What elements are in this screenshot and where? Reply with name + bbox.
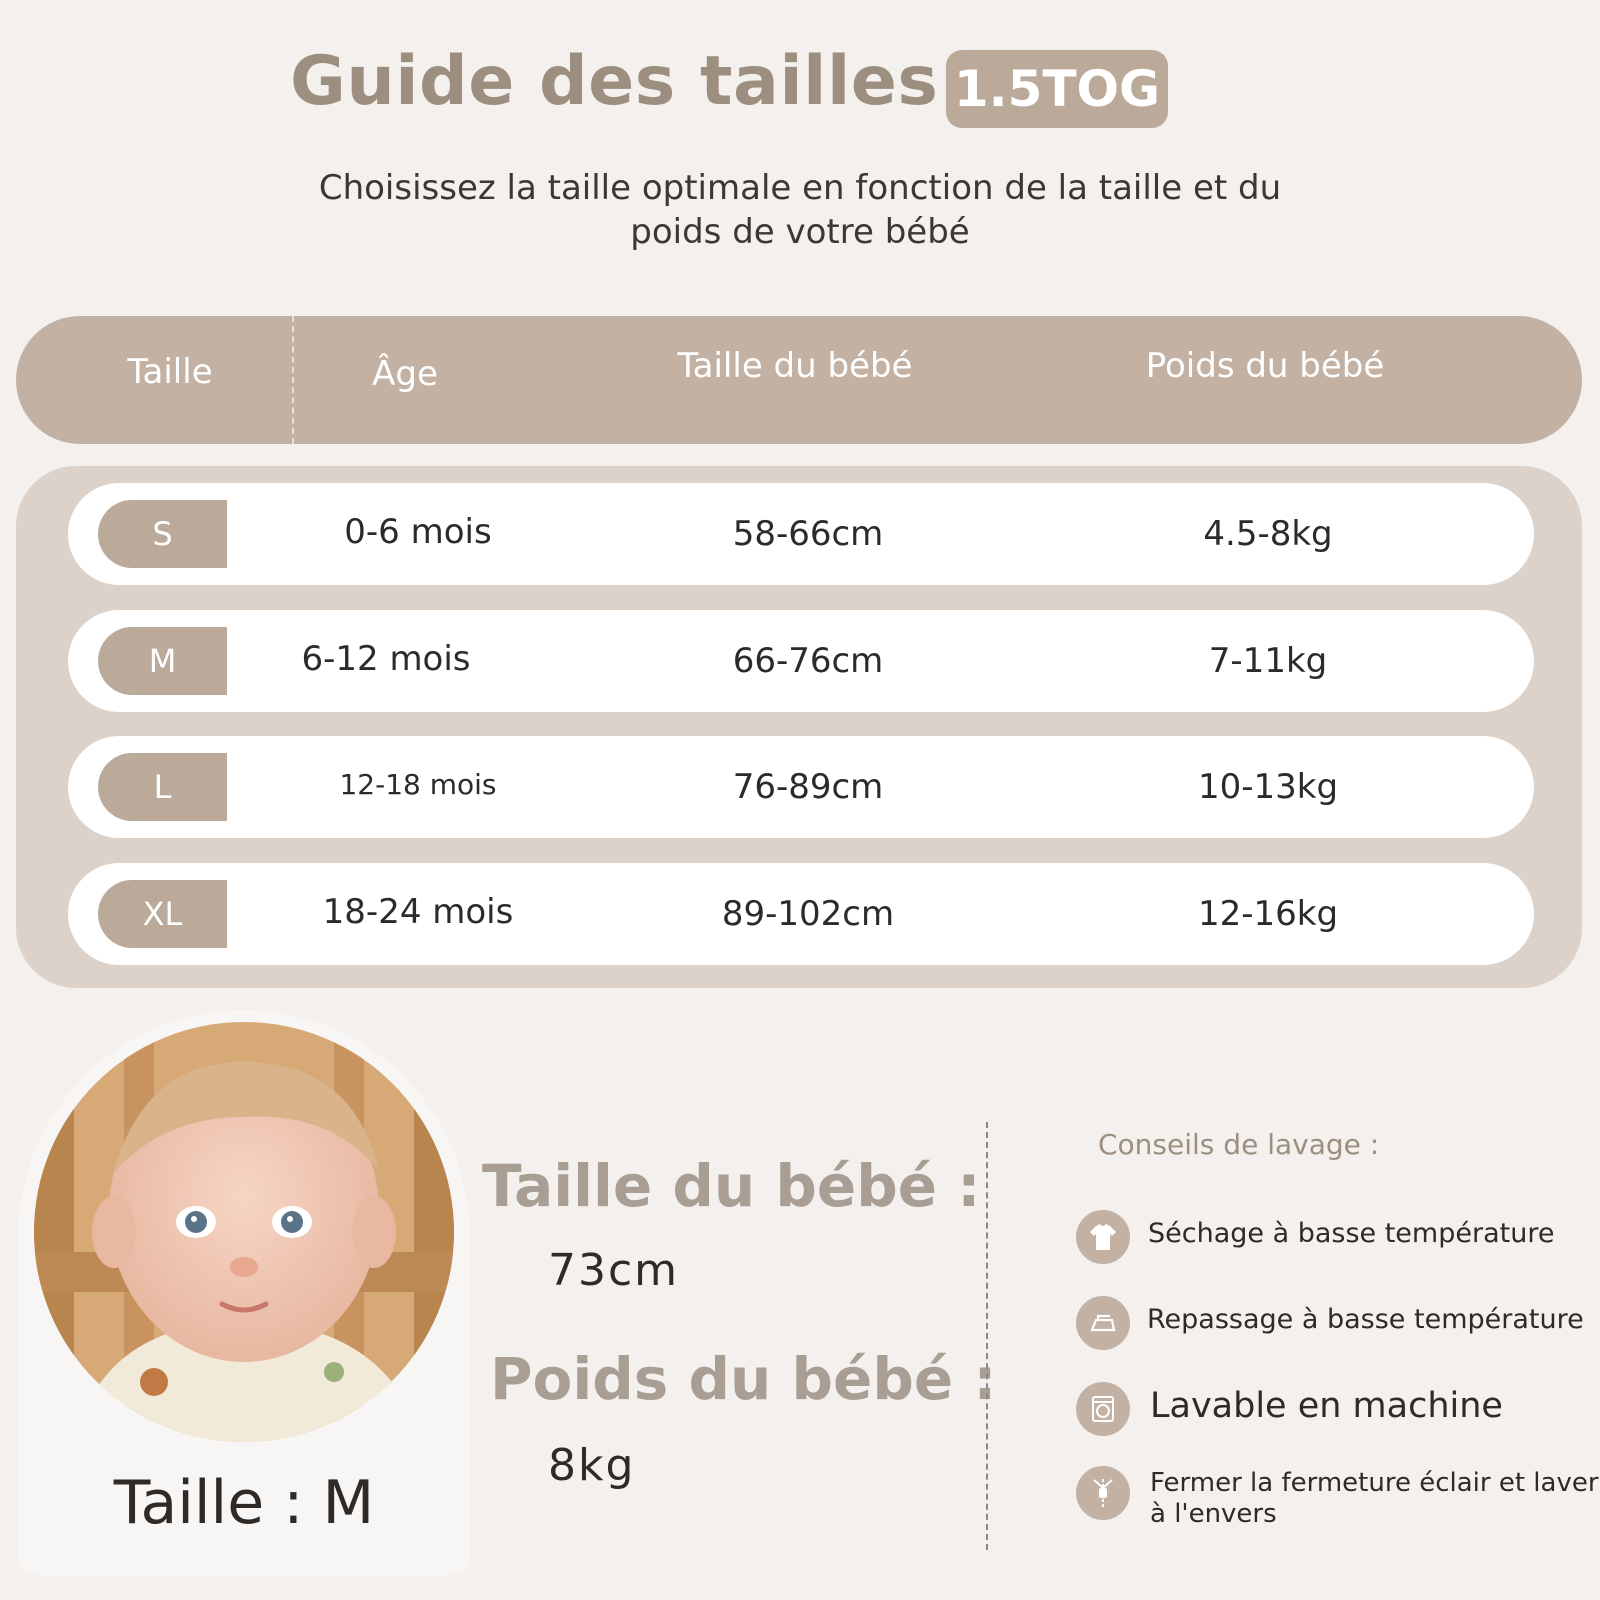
washing-title: Conseils de lavage : xyxy=(1098,1128,1380,1161)
example-height-value: 73cm xyxy=(548,1245,680,1296)
example-height-label: Taille du bébé : xyxy=(482,1152,981,1220)
size-chip: M xyxy=(98,627,227,695)
column-header-baby-height: Taille du bébé xyxy=(677,346,913,386)
section-divider xyxy=(986,1122,988,1550)
washing-item-line-1: Fermer la fermeture éclair et laver xyxy=(1150,1468,1599,1498)
age-cell: 12-18 mois xyxy=(339,768,497,801)
table-header-divider xyxy=(292,316,294,444)
example-size-label: Taille : M xyxy=(113,1468,375,1538)
age-cell: 18-24 mois xyxy=(322,892,514,932)
column-header-age: Âge xyxy=(372,354,438,394)
weight-cell: 12-16kg xyxy=(1197,894,1339,934)
age-cell: 6-12 mois xyxy=(301,639,471,679)
zipper-icon xyxy=(1076,1466,1130,1520)
washing-item-text: Séchage à basse température xyxy=(1148,1218,1555,1249)
tog-badge: 1.5TOG xyxy=(946,50,1168,128)
table-row xyxy=(68,863,1534,965)
table-row xyxy=(68,483,1534,585)
height-cell: 89-102cm xyxy=(721,894,895,934)
age-cell: 0-6 mois xyxy=(344,512,492,552)
washing-item-text xyxy=(1150,1468,1599,1530)
column-header-baby-weight: Poids du bébé xyxy=(1145,346,1385,386)
washing-machine-icon xyxy=(1076,1382,1130,1436)
height-cell: 58-66cm xyxy=(732,514,884,554)
subtitle-line-1: Choisissez la taille optimale en fonction de la taille et du xyxy=(318,168,1282,208)
size-chip: S xyxy=(98,500,227,568)
baby-photo xyxy=(34,1022,454,1442)
example-weight-value: 8kg xyxy=(548,1440,636,1491)
subtitle-line-2: poids de votre bébé xyxy=(630,212,970,252)
height-cell: 66-76cm xyxy=(732,641,884,681)
size-chip: XL xyxy=(98,880,227,948)
page-subtitle xyxy=(260,166,1340,254)
page-title: Guide des tailles xyxy=(290,42,939,121)
weight-cell: 7-11kg xyxy=(1208,641,1328,681)
column-header-size: Taille xyxy=(127,352,213,392)
washing-item-text: Repassage à basse température xyxy=(1147,1304,1584,1335)
size-chip: L xyxy=(98,753,227,821)
washing-item-line-2: à l'envers xyxy=(1150,1499,1277,1529)
weight-cell: 4.5-8kg xyxy=(1203,514,1333,554)
iron-icon xyxy=(1076,1296,1130,1350)
washing-item-text: Lavable en machine xyxy=(1150,1386,1503,1426)
weight-cell: 10-13kg xyxy=(1197,767,1339,807)
example-weight-label: Poids du bébé : xyxy=(490,1345,997,1413)
height-cell: 76-89cm xyxy=(732,767,884,807)
tshirt-icon xyxy=(1076,1210,1130,1264)
table-row xyxy=(68,736,1534,838)
table-row xyxy=(68,610,1534,712)
